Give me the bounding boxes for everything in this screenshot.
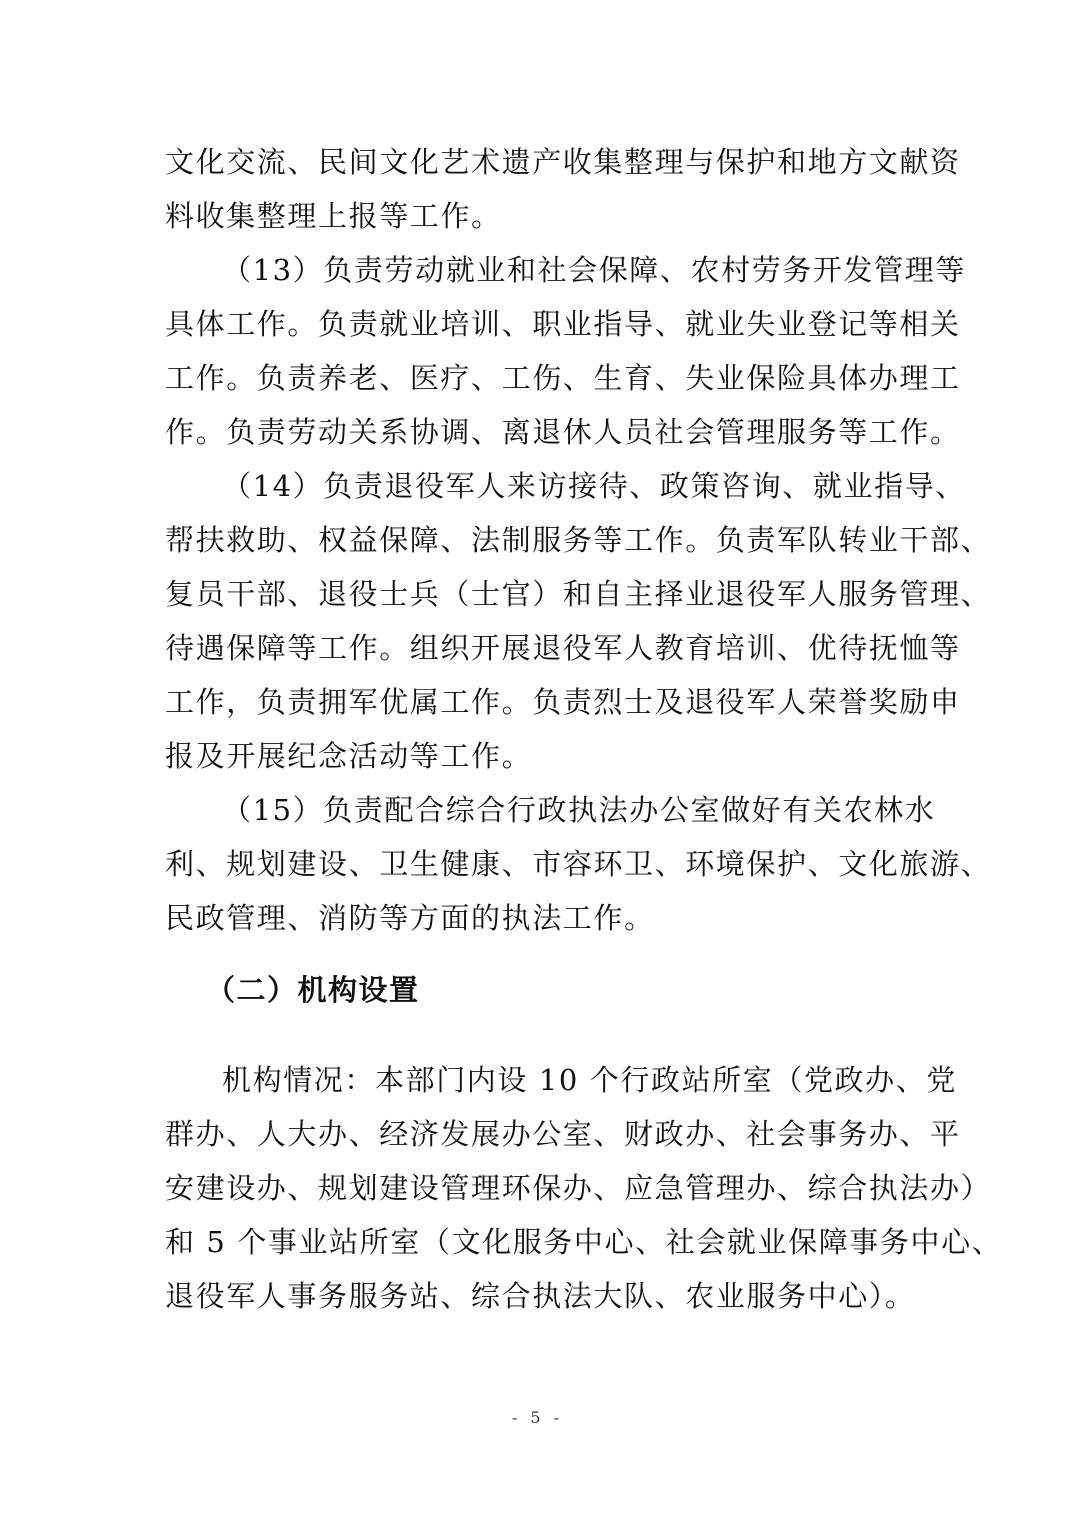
page-number: - 5 - bbox=[511, 1408, 564, 1427]
body-text-line: 工作，负责拥军优属工作。负责烈士及退役军人荣誉奖励申 bbox=[165, 685, 961, 719]
body-text-line: 复员干部、退役士兵（士官）和自主择业退役军人服务管理、 bbox=[165, 577, 992, 611]
section-text-line: 群办、人大办、经济发展办公室、财政办、社会事务办、平 bbox=[165, 1117, 961, 1151]
section-heading: （二）机构设置 bbox=[206, 973, 420, 1007]
body-text-line: 料收集整理上报等工作。 bbox=[165, 199, 502, 233]
section-text-line: 安建设办、规划建设管理环保办、应急管理办、综合执法办） bbox=[165, 1171, 992, 1205]
body-text-line: 利、规划建设、卫生健康、市容环卫、环境保护、文化旅游、 bbox=[165, 847, 992, 881]
body-text-line: 工作。负责养老、医疗、工伤、生育、失业保险具体办理工 bbox=[165, 361, 961, 395]
body-text-line: 报及开展纪念活动等工作。 bbox=[165, 739, 533, 773]
section-text-line: 和 5 个事业站所室（文化服务中心、社会就业保障事务中心、 bbox=[165, 1225, 1003, 1259]
section-text-line: 退役军人事务服务站、综合执法大队、农业服务中心）。 bbox=[165, 1279, 916, 1313]
item-15-line: （15）负责配合综合行政执法办公室做好有关农林水 bbox=[222, 793, 936, 827]
body-text-line: 待遇保障等工作。组织开展退役军人教育培训、优待抚恤等 bbox=[165, 631, 961, 665]
body-text-line: 文化交流、民间文化艺术遗产收集整理与保护和地方文献资 bbox=[165, 145, 961, 179]
item-13-line: （13）负责劳动就业和社会保障、农村劳务开发管理等 bbox=[222, 253, 966, 287]
body-text-line: 帮扶救助、权益保障、法制服务等工作。负责军队转业干部、 bbox=[165, 523, 992, 557]
body-text-line: 民政管理、消防等方面的执法工作。 bbox=[165, 901, 655, 935]
item-14-line: （14）负责退役军人来访接待、政策咨询、就业指导、 bbox=[222, 469, 966, 503]
body-text-line: 具体工作。负责就业培训、职业指导、就业失业登记等相关 bbox=[165, 307, 961, 341]
section-text-line: 机构情况：本部门内设 10 个行政站所室（党政办、党 bbox=[222, 1063, 957, 1097]
body-text-line: 作。负责劳动关系协调、离退休人员社会管理服务等工作。 bbox=[165, 415, 961, 449]
